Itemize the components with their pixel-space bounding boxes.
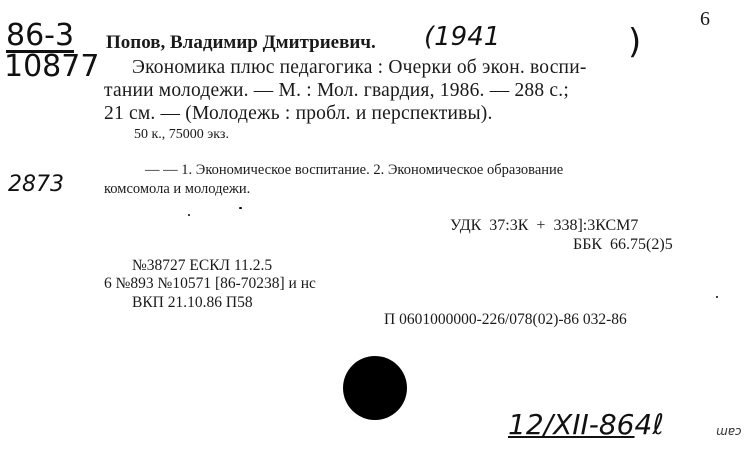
title-line-1: Экономика плюс педагогика : Очерки об экон. воспи- (132, 57, 587, 78)
udk-code: УДК 37:3К + 338]:3КСМ7 (450, 217, 639, 234)
bbk-code: ББК 66.75(2)5 (573, 236, 673, 253)
title-line-3: 21 см. — (Молодежь : пробл. и перспективы). (104, 103, 493, 124)
title-line-2: тании молодежи. — М. : Мол. гвардия, 1986. — 288 с.; (104, 80, 569, 101)
speck (239, 207, 242, 209)
price-print-run: 50 к., 75000 экз. (134, 127, 229, 142)
index-code: П 0601000000-226/078(02)-86 032-86 (384, 311, 627, 328)
margin-note: 2873 (8, 172, 64, 197)
subject-headings-line-1: — — 1. Экономическое воспитание. 2. Экономическое образование (145, 162, 564, 178)
author-heading: Попов, Владимир Дмитриевич. (106, 32, 376, 53)
punch-hole (343, 356, 407, 420)
page-number: 6 (700, 8, 710, 30)
inventory-number: 10877 (4, 49, 100, 84)
speck (188, 214, 190, 216)
author-birth-year: (1941 (424, 22, 501, 52)
record-number-1: №38727 ЕСКЛ 11.2.5 (132, 257, 273, 274)
shelf-mark: 86-3 (6, 18, 75, 53)
speck (716, 296, 718, 298)
handwritten-date-suffix: 4ℓ (634, 408, 664, 441)
handwritten-date-main: 12/XII-86 (508, 408, 635, 441)
record-number-2: 6 №893 №10571 [86-70238] и нс (104, 275, 316, 292)
corner-scribble: ɯɐɔ (716, 424, 742, 438)
record-number-3: ВКП 21.10.86 П58 (132, 294, 253, 311)
handwritten-date (508, 408, 664, 441)
author-year-close: ) (628, 22, 642, 62)
subject-headings-line-2: комсомола и молодежи. (104, 181, 251, 197)
